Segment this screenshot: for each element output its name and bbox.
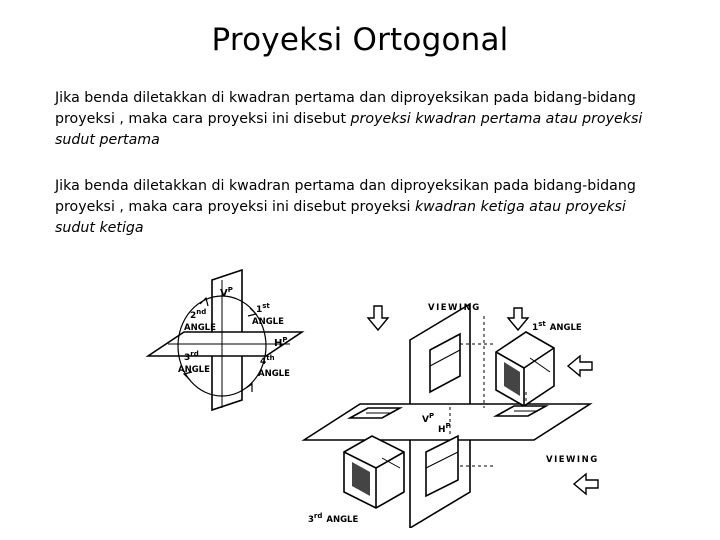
projection-diagram <box>300 296 612 528</box>
viewing-top-label: VIEWING <box>428 303 481 313</box>
viewing-bottom-label: VIEWING <box>546 455 599 465</box>
paragraph-first-angle <box>55 88 665 151</box>
right-first-angle-label: 1st ANGLE <box>532 320 582 333</box>
right-hp-label: $H^P$ <box>438 422 451 435</box>
paragraph-first-angle-text: Jika benda diletakkan di kwadran pertama dan diproyeksikan pada bidang-bidang proyeksi , maka cara proyeksi ini disebut <box>55 90 636 127</box>
paragraph-third-angle-text: Jika benda diletakkan di kwadran pertama dan diproyeksikan pada bidang-bidang proyeksi , maka cara proyeksi ini disebut proyeksi <box>55 178 636 215</box>
left-hp-label: $H^P$ <box>274 336 288 349</box>
left-first-angle-word: ANGLE <box>252 317 284 327</box>
paragraph-third-angle-emphasis: kwadran ketiga atau proyeksi sudut ketiga <box>55 199 626 236</box>
left-third-angle-word: ANGLE <box>178 365 210 375</box>
left-second-angle-word: ANGLE <box>184 323 216 333</box>
left-second-angle-number: 2nd <box>190 308 207 321</box>
left-arrow-bottom-icon <box>574 474 598 494</box>
down-arrow-left-icon <box>368 306 388 330</box>
down-arrow-right-icon <box>508 308 528 330</box>
paragraph-third-angle <box>55 176 665 239</box>
first-angle-object <box>496 332 554 406</box>
page-title: Proyeksi Ortogonal <box>211 22 509 58</box>
quadrant-diagram <box>140 268 310 413</box>
right-third-angle-label: 3rd ANGLE <box>308 512 359 525</box>
left-fourth-angle-number: 4th <box>260 354 275 367</box>
third-angle-object <box>344 436 404 508</box>
paragraph-first-angle-emphasis: proyeksi kwadran pertama atau proyeksi sudut pertama <box>55 111 643 148</box>
left-first-angle-number: 1st <box>256 302 270 315</box>
left-fourth-angle-word: ANGLE <box>258 369 290 379</box>
right-vp-label: $V^P$ <box>422 412 435 425</box>
left-vp-label: $V^P$ <box>220 286 233 299</box>
left-arrow-top-icon <box>568 356 592 376</box>
left-third-angle-number: 3rd <box>184 350 199 363</box>
